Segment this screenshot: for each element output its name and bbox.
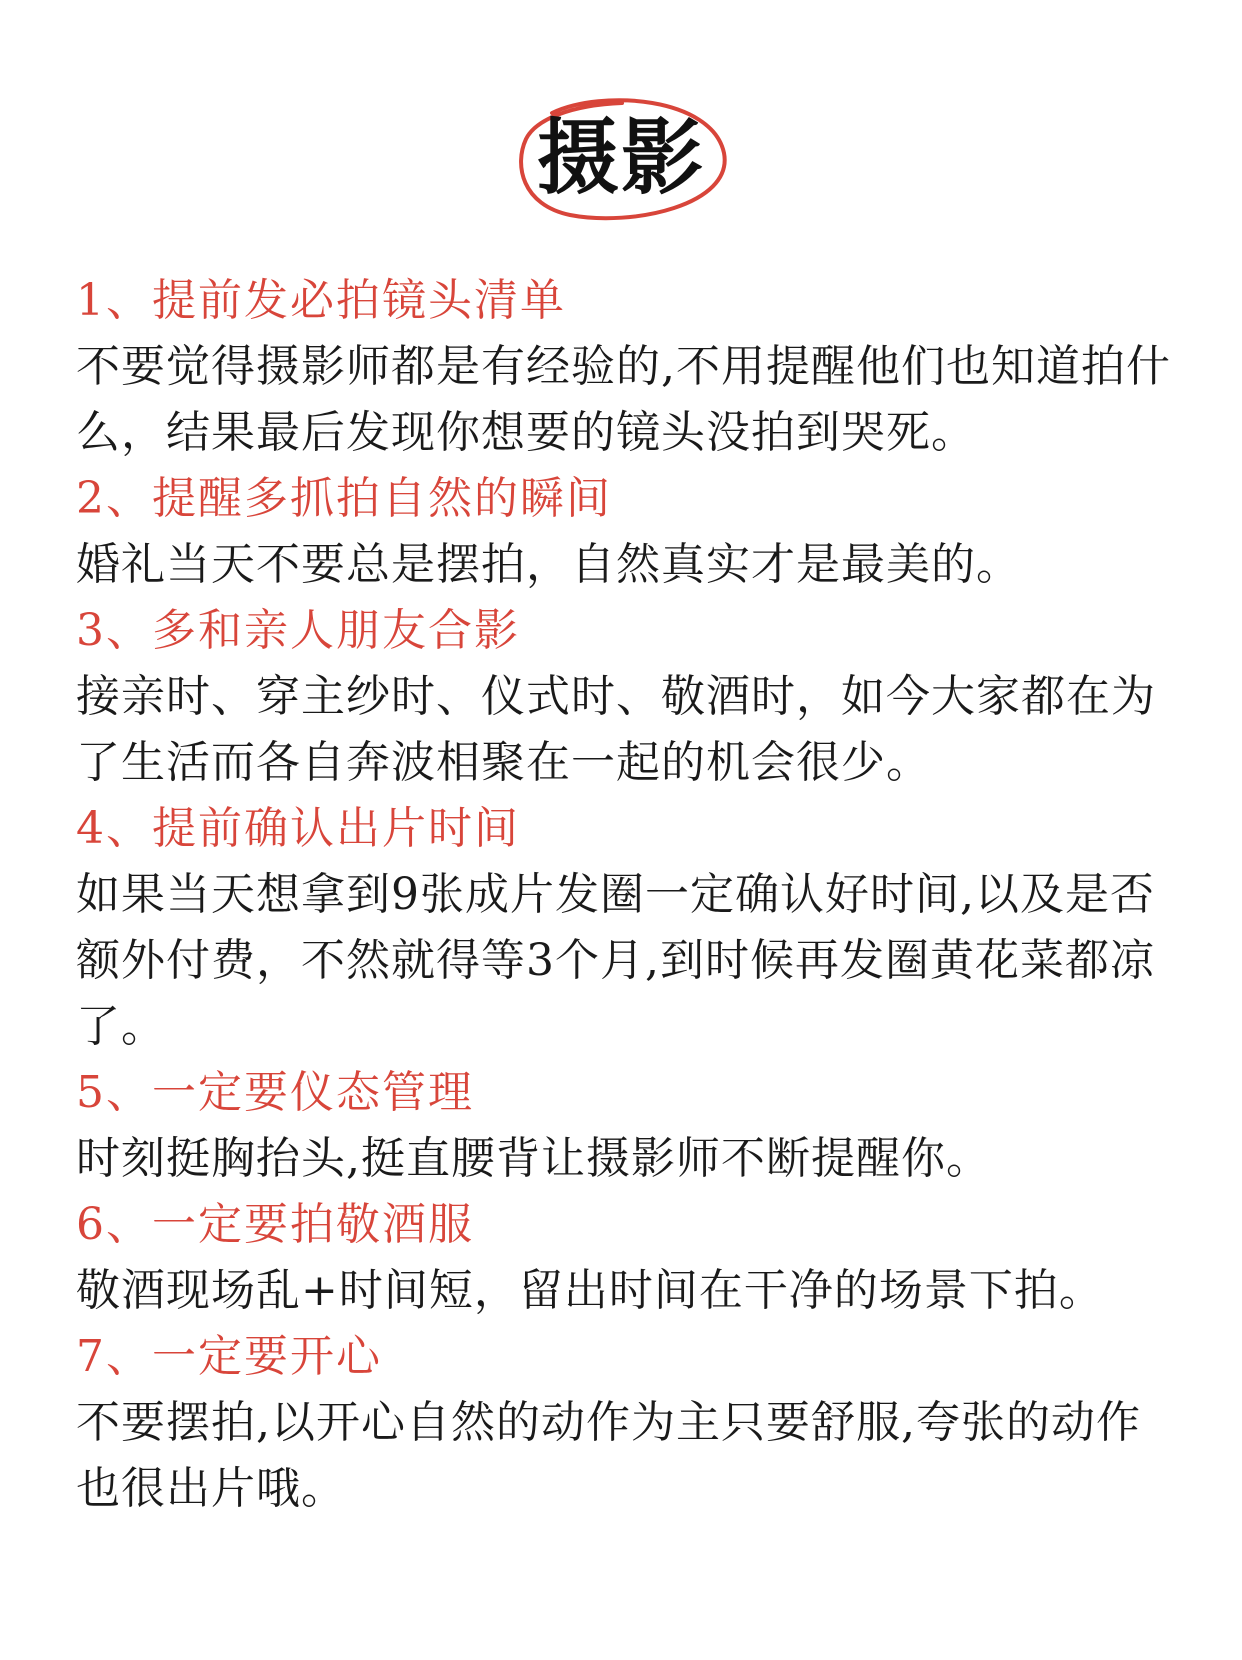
tip-section — [76, 466, 1176, 598]
page-title: 摄影 — [536, 110, 705, 206]
tip-section — [76, 796, 1176, 1060]
tip-body: 婚礼当天不要总是摆拍，自然真实才是最美的。 — [76, 539, 1021, 590]
tip-body: 接亲时、穿主纱时、仪式时、敬酒时，如今大家都在为了生活而各自奔波相聚在一起的机会很少。 — [76, 671, 1156, 788]
tip-body: 不要觉得摄影师都是有经验的,不用提醒他们也知道拍什么，结果最后发现你想要的镜头没拍到哭死。 — [76, 341, 1171, 458]
tip-heading: 4、提前确认出片时间 — [76, 803, 520, 854]
tip-heading: 5、一定要仪态管理 — [76, 1067, 474, 1118]
title-area — [0, 95, 1242, 225]
tip-heading: 6、一定要拍敬酒服 — [76, 1199, 474, 1250]
tip-heading: 2、提醒多抓拍自然的瞬间 — [76, 473, 612, 524]
tip-section — [76, 598, 1176, 796]
tip-body: 敬酒现场乱+时间短，留出时间在干净的场景下拍。 — [76, 1265, 1104, 1316]
tip-section — [76, 268, 1176, 466]
tips-list — [76, 268, 1176, 1522]
tip-body: 时刻挺胸抬头,挺直腰背让摄影师不断提醒你。 — [76, 1133, 991, 1184]
tip-heading: 7、一定要开心 — [76, 1331, 382, 1382]
tip-body: 不要摆拍,以开心自然的动作为主只要舒服,夸张的动作也很出片哦。 — [76, 1397, 1141, 1514]
tip-heading: 1、提前发必拍镜头清单 — [76, 275, 566, 326]
tip-section — [76, 1060, 1176, 1192]
tip-body: 如果当天想拿到9张成片发圈一定确认好时间,以及是否额外付费，不然就得等3个月,到时候再发圈黄花菜都凉了。 — [76, 869, 1155, 1052]
tip-section — [76, 1324, 1176, 1522]
tip-section — [76, 1192, 1176, 1324]
tip-heading: 3、多和亲人朋友合影 — [76, 605, 520, 656]
